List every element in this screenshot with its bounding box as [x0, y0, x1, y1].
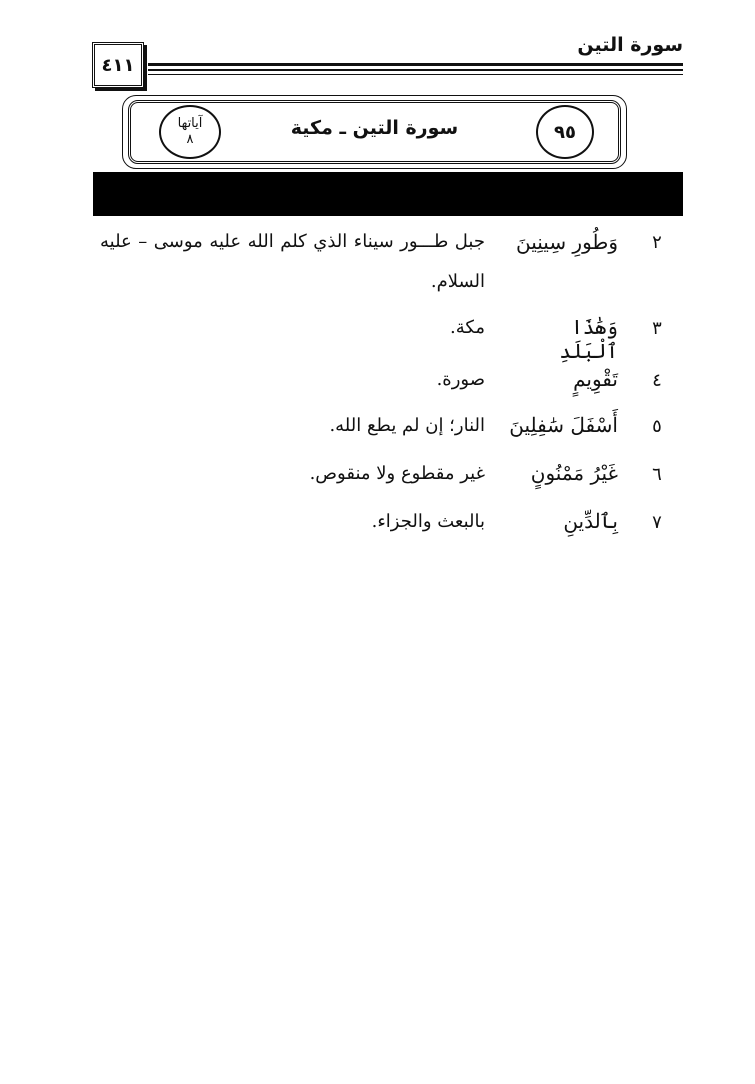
verses-count-badge	[159, 105, 221, 159]
word-meaning: صورة.	[436, 369, 485, 390]
header-rule	[148, 63, 683, 66]
verses-count: ٨	[186, 132, 194, 147]
header-rule	[148, 69, 683, 71]
quran-word: وَطُورِ سِينِينَ	[515, 230, 618, 254]
surah-header	[128, 100, 621, 164]
quran-word: وَهَٰذَا ٱلْبَلَدِ	[559, 315, 618, 363]
header-rule	[148, 74, 683, 75]
verse-number: ٦	[652, 464, 662, 485]
black-band	[93, 172, 683, 216]
word-meaning: بالبعث والجزاء.	[371, 511, 485, 532]
word-meaning: النار؛ إن لم يطع الله.	[329, 415, 485, 436]
surah-title: سورة التين ـ مكية	[290, 117, 459, 139]
verse-number: ٥	[652, 416, 662, 437]
word-meaning: مكة.	[450, 317, 485, 338]
verse-number: ٣	[652, 318, 662, 339]
verse-number: ٢	[652, 232, 662, 253]
quran-word: أَسْفَلَ سَٰفِلِينَ	[509, 413, 618, 437]
quran-word: تَقْوِيمٍ	[573, 367, 618, 391]
quran-word: بِٱلدِّينِ	[563, 509, 618, 533]
verse-number: ٤	[652, 370, 662, 391]
word-meaning: جبل طـــور سيناء الذي كلم الله عليه موسى – عليه السلام.	[100, 231, 485, 292]
page-number: ٤١١	[92, 42, 144, 88]
running-title: سورة التين	[577, 34, 683, 56]
word-meaning: غير مقطوع ولا منقوص.	[309, 463, 485, 484]
verses-label: آياتها	[177, 116, 203, 131]
verse-number: ٧	[652, 512, 662, 533]
surah-number-badge: ٩٥	[536, 105, 594, 159]
quran-word: غَيْرُ مَمْنُونٍ	[530, 461, 618, 485]
